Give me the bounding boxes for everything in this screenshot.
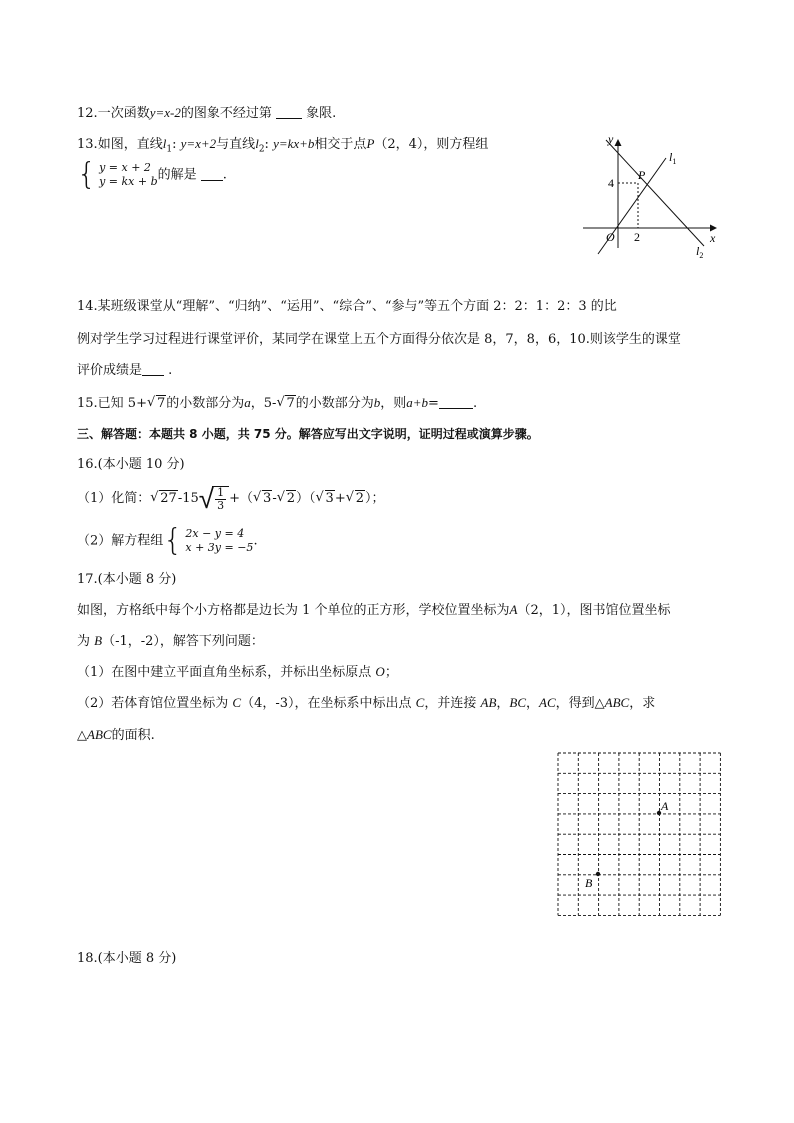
q16-radicand-2a: 2 <box>286 491 296 506</box>
q17-p2-text: （2）若体育馆位置坐标为 <box>77 696 229 711</box>
q13-period: . <box>222 167 227 183</box>
brace-icon: { <box>163 523 183 558</box>
tick-x-2: 2 <box>634 230 640 244</box>
question-15 <box>77 394 477 413</box>
q17-p2-text-3: ，并连接 <box>424 696 477 711</box>
q16-frac-num: 1 <box>217 485 225 499</box>
q15-text-4: 的小数部分为 <box>295 396 374 411</box>
q15-text-5: ，则 <box>380 396 407 411</box>
q12-text: 一次函数 <box>97 106 150 121</box>
q14-answer-blank[interactable] <box>142 363 164 376</box>
q17-text-2: 为 <box>77 634 91 649</box>
section-3-heading: 三、解答题：本题共 8 小题，共 75 分。解答应写出文字说明，证明过程或演算步骤。 <box>77 427 539 441</box>
q16-p1-end: ）； <box>365 491 385 506</box>
q17-coord-a: （2，1），图书馆位置坐标 <box>517 603 671 618</box>
q17-seg-ac: AC <box>539 695 556 710</box>
question-13 <box>77 135 488 159</box>
question-14-line-2: 例对学生学习过程进行课堂评价，某同学在课堂上五个方面得分依次是 8，7，8，6，10.则该学生的课堂 <box>77 332 681 347</box>
q16-plus: +（ <box>229 491 254 506</box>
question-16-part-1 <box>77 481 385 515</box>
question-17-part-2-cont <box>77 726 155 745</box>
q15-text-3: ，5- <box>250 396 277 411</box>
q16-system-row-1: 2x − y = 4 <box>185 527 245 540</box>
q17-p2-text-2: （4，-3），在坐标系中标出点 <box>241 696 412 711</box>
q16-system-row-2: x + 3y = −5 <box>185 541 254 554</box>
q13-text-3: 与直线 <box>216 137 256 152</box>
q15-answer-blank[interactable] <box>439 396 473 409</box>
q16-equation-system <box>163 523 254 558</box>
q13-text: 如图，直线 <box>97 137 163 152</box>
q17-seg-ab: AB <box>480 695 497 710</box>
q17-triangle-symbol: △ <box>77 728 87 743</box>
q17-p1-end: ； <box>384 665 398 680</box>
q17-coord-b: （-1，-2），解答下列问题： <box>102 634 264 649</box>
q17-sep-2: ， <box>526 696 540 711</box>
question-13-system <box>77 157 227 192</box>
q13-l1-sub: 1 <box>166 144 173 155</box>
q17-point-c-2: C <box>415 695 425 710</box>
q15-sqrt-2 <box>276 395 295 413</box>
label-l2: $l_2$ <box>696 244 704 260</box>
q12-text-2: 的图象不经过第 <box>180 106 272 121</box>
q16-p2-end: . <box>253 533 258 549</box>
q15-text: 15.已知 5+ <box>77 396 147 411</box>
q15-radicand-2: 7 <box>286 396 295 411</box>
q16-sqrt-2a <box>277 484 296 514</box>
q17-point-b: B <box>94 633 103 648</box>
q15-equals: = <box>428 396 439 411</box>
q12-expression: y=x-2 <box>149 105 181 120</box>
q12-text-3: 象限. <box>306 106 337 121</box>
q15-radicand-1: 7 <box>156 396 166 411</box>
q17-seg-bc: BC <box>509 695 527 710</box>
q13-eq1: y=x+2 <box>180 136 217 151</box>
q13-text-5: 相交于点 <box>314 137 367 152</box>
q13-equation-system <box>77 157 158 192</box>
question-12 <box>77 104 336 123</box>
q16-sqrt-27 <box>150 484 178 514</box>
q16-p2-prefix: （2）解方程组 <box>77 533 164 549</box>
q15-var-b: b <box>373 395 381 410</box>
q15-period: . <box>472 396 478 411</box>
point-b-dot <box>596 872 600 876</box>
q17-triangle-2: ABC <box>87 727 112 742</box>
tick-y-4: 4 <box>608 176 614 190</box>
axis-x-label: x <box>710 231 716 245</box>
axis-y-label: y <box>608 132 614 146</box>
q13-point: P <box>366 136 375 151</box>
q13-l2-sub: 2 <box>258 144 265 155</box>
q13-l2: l <box>255 136 259 151</box>
q15-sum: a+b <box>406 395 429 410</box>
q17-sep-1: ， <box>496 696 510 711</box>
brace-icon: { <box>77 157 97 192</box>
q16-minus: - <box>272 491 277 506</box>
q15-var-a: a <box>244 395 251 410</box>
q13-l1: l <box>162 136 167 151</box>
q15-text-2: 的小数部分为 <box>166 396 245 411</box>
point-b-label: B <box>585 876 593 890</box>
q13-number: 13. <box>77 137 98 152</box>
grid-lines <box>558 753 720 915</box>
q15-sqrt-1 <box>147 395 166 413</box>
q16-radicand-3a: 3 <box>263 491 272 506</box>
q16-sqrt-3b <box>316 484 335 514</box>
q17-point-c: C <box>232 695 242 710</box>
question-16-title: 16.(本小题 10 分) <box>77 457 185 472</box>
point-a-label: A <box>661 799 669 813</box>
point-p-label: P <box>638 168 646 182</box>
question-17-part-1 <box>77 663 398 682</box>
q17-origin: O <box>375 664 385 679</box>
q16-sqrt-3a <box>253 484 272 514</box>
question-16-part-2 <box>77 523 258 558</box>
question-17-line-1 <box>77 601 671 620</box>
line-l2 <box>606 140 704 246</box>
q13-text-6: （2，4），则方程组 <box>374 137 489 152</box>
q17-grid-figure <box>557 752 722 916</box>
q16-mid: ）（ <box>296 491 316 506</box>
q17-p2-text-5: ，求 <box>629 696 656 711</box>
q16-minus-15: -15 <box>177 491 199 506</box>
q16-radicand-3b: 3 <box>325 491 334 506</box>
q16-radicand-27: 27 <box>160 491 177 506</box>
q16-p1-prefix: （1）化简： <box>77 491 151 506</box>
q17-p2-text-4: ，得到△ <box>555 696 605 711</box>
question-17-title: 17.(本小题 8 分) <box>77 572 177 587</box>
q17-p1-text: （1）在图中建立平面直角坐标系，并标出坐标原点 <box>77 665 372 680</box>
question-17-line-2 <box>77 632 264 651</box>
q13-answer-blank[interactable] <box>201 168 223 181</box>
q12-number: 12. <box>77 106 98 121</box>
question-18-title: 18.(本小题 8 分) <box>77 951 177 966</box>
q13-eq2: y=kx+b <box>273 136 315 151</box>
q16-sqrt-fraction: √ $\frac{1}{3}$ <box>199 485 229 513</box>
q13-figure <box>578 128 728 263</box>
origin-label: O <box>606 230 615 244</box>
q17-triangle: ABC <box>604 695 630 710</box>
q17-text: 如图，方格纸中每个小方格都是边长为 1 个单位的正方形，学校位置坐标为 <box>77 603 510 618</box>
q16-sqrt-2b <box>346 484 365 514</box>
question-14-line-3 <box>77 362 172 380</box>
q13-system-row-2: y = kx + b <box>99 175 158 188</box>
q13-colon: : <box>172 137 181 152</box>
q16-frac-den: 3 <box>217 498 225 512</box>
q14-period: . <box>168 363 173 378</box>
q12-answer-blank[interactable] <box>276 106 302 119</box>
question-14-line-1: 14.某班级课堂从“理解”、“归纳”、“运用”、“综合”、“参与”等五个方面 2：2：1：2：3 的比 <box>77 299 617 314</box>
label-l1: $l_1$ <box>669 150 677 166</box>
q17-point-a: A <box>509 602 518 617</box>
q16-radicand-2b: 2 <box>355 491 364 506</box>
q16-plus-2: + <box>334 491 346 506</box>
q17-p3-text: 的面积. <box>111 728 155 743</box>
q14-text: 评价成绩是 <box>77 363 143 378</box>
q13-colon-2: : <box>264 137 274 152</box>
q13-text-7: 的解是 <box>157 167 197 183</box>
question-17-part-2 <box>77 694 655 713</box>
q13-system-row-1: y = x + 2 <box>99 161 151 174</box>
